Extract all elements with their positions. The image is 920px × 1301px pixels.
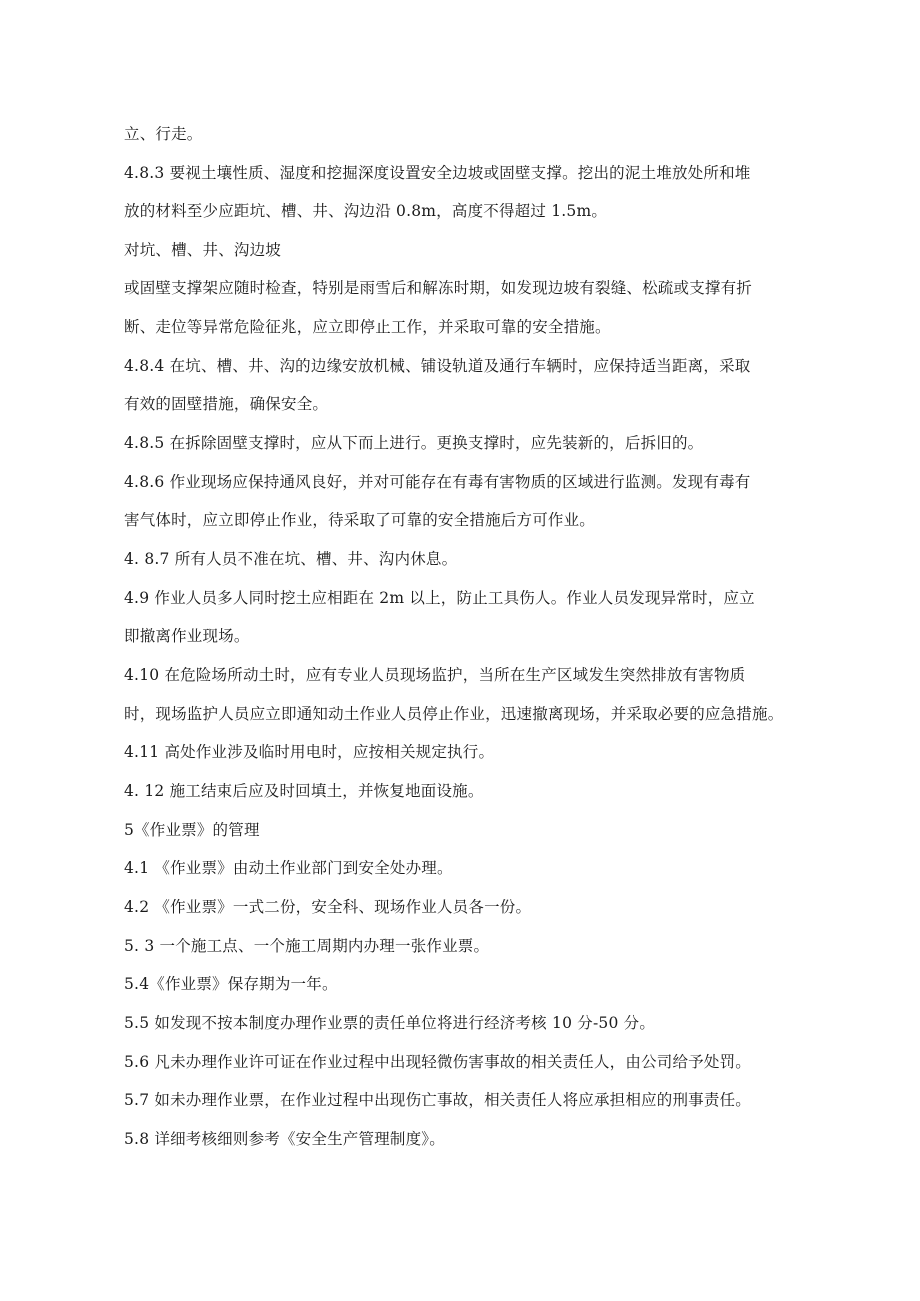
section-heading: 5《作业票》的管理 [124,821,260,839]
text-line: 5.7 如未办理作业票，在作业过程中出现伤亡事故，相关责任人将应承担相应的刑事责任。 [124,1091,751,1109]
text-line: 5.4《作业票》保存期为一年。 [124,975,338,993]
text-line: 即撤离作业现场。 [124,627,250,645]
text-line: 4.10 在危险场所动土时，应有专业人员现场监护，当所在生产区域发生突然排放有害物质 [124,666,746,684]
text-line: 5.5 如发现不按本制度办理作业票的责任单位将进行经济考核 10 分-50 分。 [124,1014,656,1032]
text-line: 4.8.3 要视土壤性质、湿度和挖掘深度设置安全边坡或固壁支撑。挖出的泥土堆放处所和堆 [124,164,751,182]
text-line: 4. 8.7 所有人员不准在坑、槽、井、沟内休息。 [124,550,458,568]
text-line: 4.9 作业人员多人同时挖土应相距在 2m 以上，防止工具伤人。作业人员发现异常时，应立 [124,589,755,607]
text-line: 4.11 高处作业涉及临时用电时，应按相关规定执行。 [124,743,495,761]
text-line: 立、行走。 [124,125,203,143]
text-line: 5.8 详细考核细则参考《安全生产管理制度》。 [124,1130,445,1148]
text-line: 有效的固壁措施，确保安全。 [124,395,329,413]
text-line: 4.8.5 在拆除固壁支撑时，应从下而上进行。更换支撑时，应先装新的，后拆旧的。 [124,434,704,452]
text-line: 对坑、槽、井、沟边坡 [124,241,282,259]
text-line: 放的材料至少应距坑、槽、井、沟边沿 0.8m，高度不得超过 1.5m。 [124,202,608,220]
text-line: 断、走位等异常危险征兆，应立即停止工作，并采取可靠的安全措施。 [124,318,611,336]
text-line: 4. 12 施工结束后应及时回填土，并恢复地面设施。 [124,782,484,800]
text-line: 5. 3 一个施工点、一个施工周期内办理一张作业票。 [124,937,490,955]
text-line: 4.2 《作业票》一式二份，安全科、现场作业人员各一份。 [124,898,532,916]
text-line: 害气体时，应立即停止作业，待采取了可靠的安全措施后方可作业。 [124,511,596,529]
text-line: 或固壁支撑架应随时检查，特别是雨雪后和解冻时期，如发现边坡有裂缝、松疏或支撑有折 [124,279,753,297]
text-line: 5.6 凡未办理作业许可证在作业过程中出现轻微伤害事故的相关责任人，由公司给予处罚。 [124,1053,751,1071]
text-line: 4.8.4 在坑、槽、井、沟的边缘安放机械、铺设轨道及通行车辆时，应保持适当距离，采取 [124,357,751,375]
text-line: 4.8.6 作业现场应保持通风良好，并对可能存在有毒有害物质的区域进行监测。发现有毒有 [124,473,751,491]
text-line: 4.1 《作业票》由动土作业部门到安全处办理。 [124,859,453,877]
text-line: 时，现场监护人员应立即通知动土作业人员停止作业，迅速撤离现场，并采取必要的应急措施。 [124,705,784,723]
